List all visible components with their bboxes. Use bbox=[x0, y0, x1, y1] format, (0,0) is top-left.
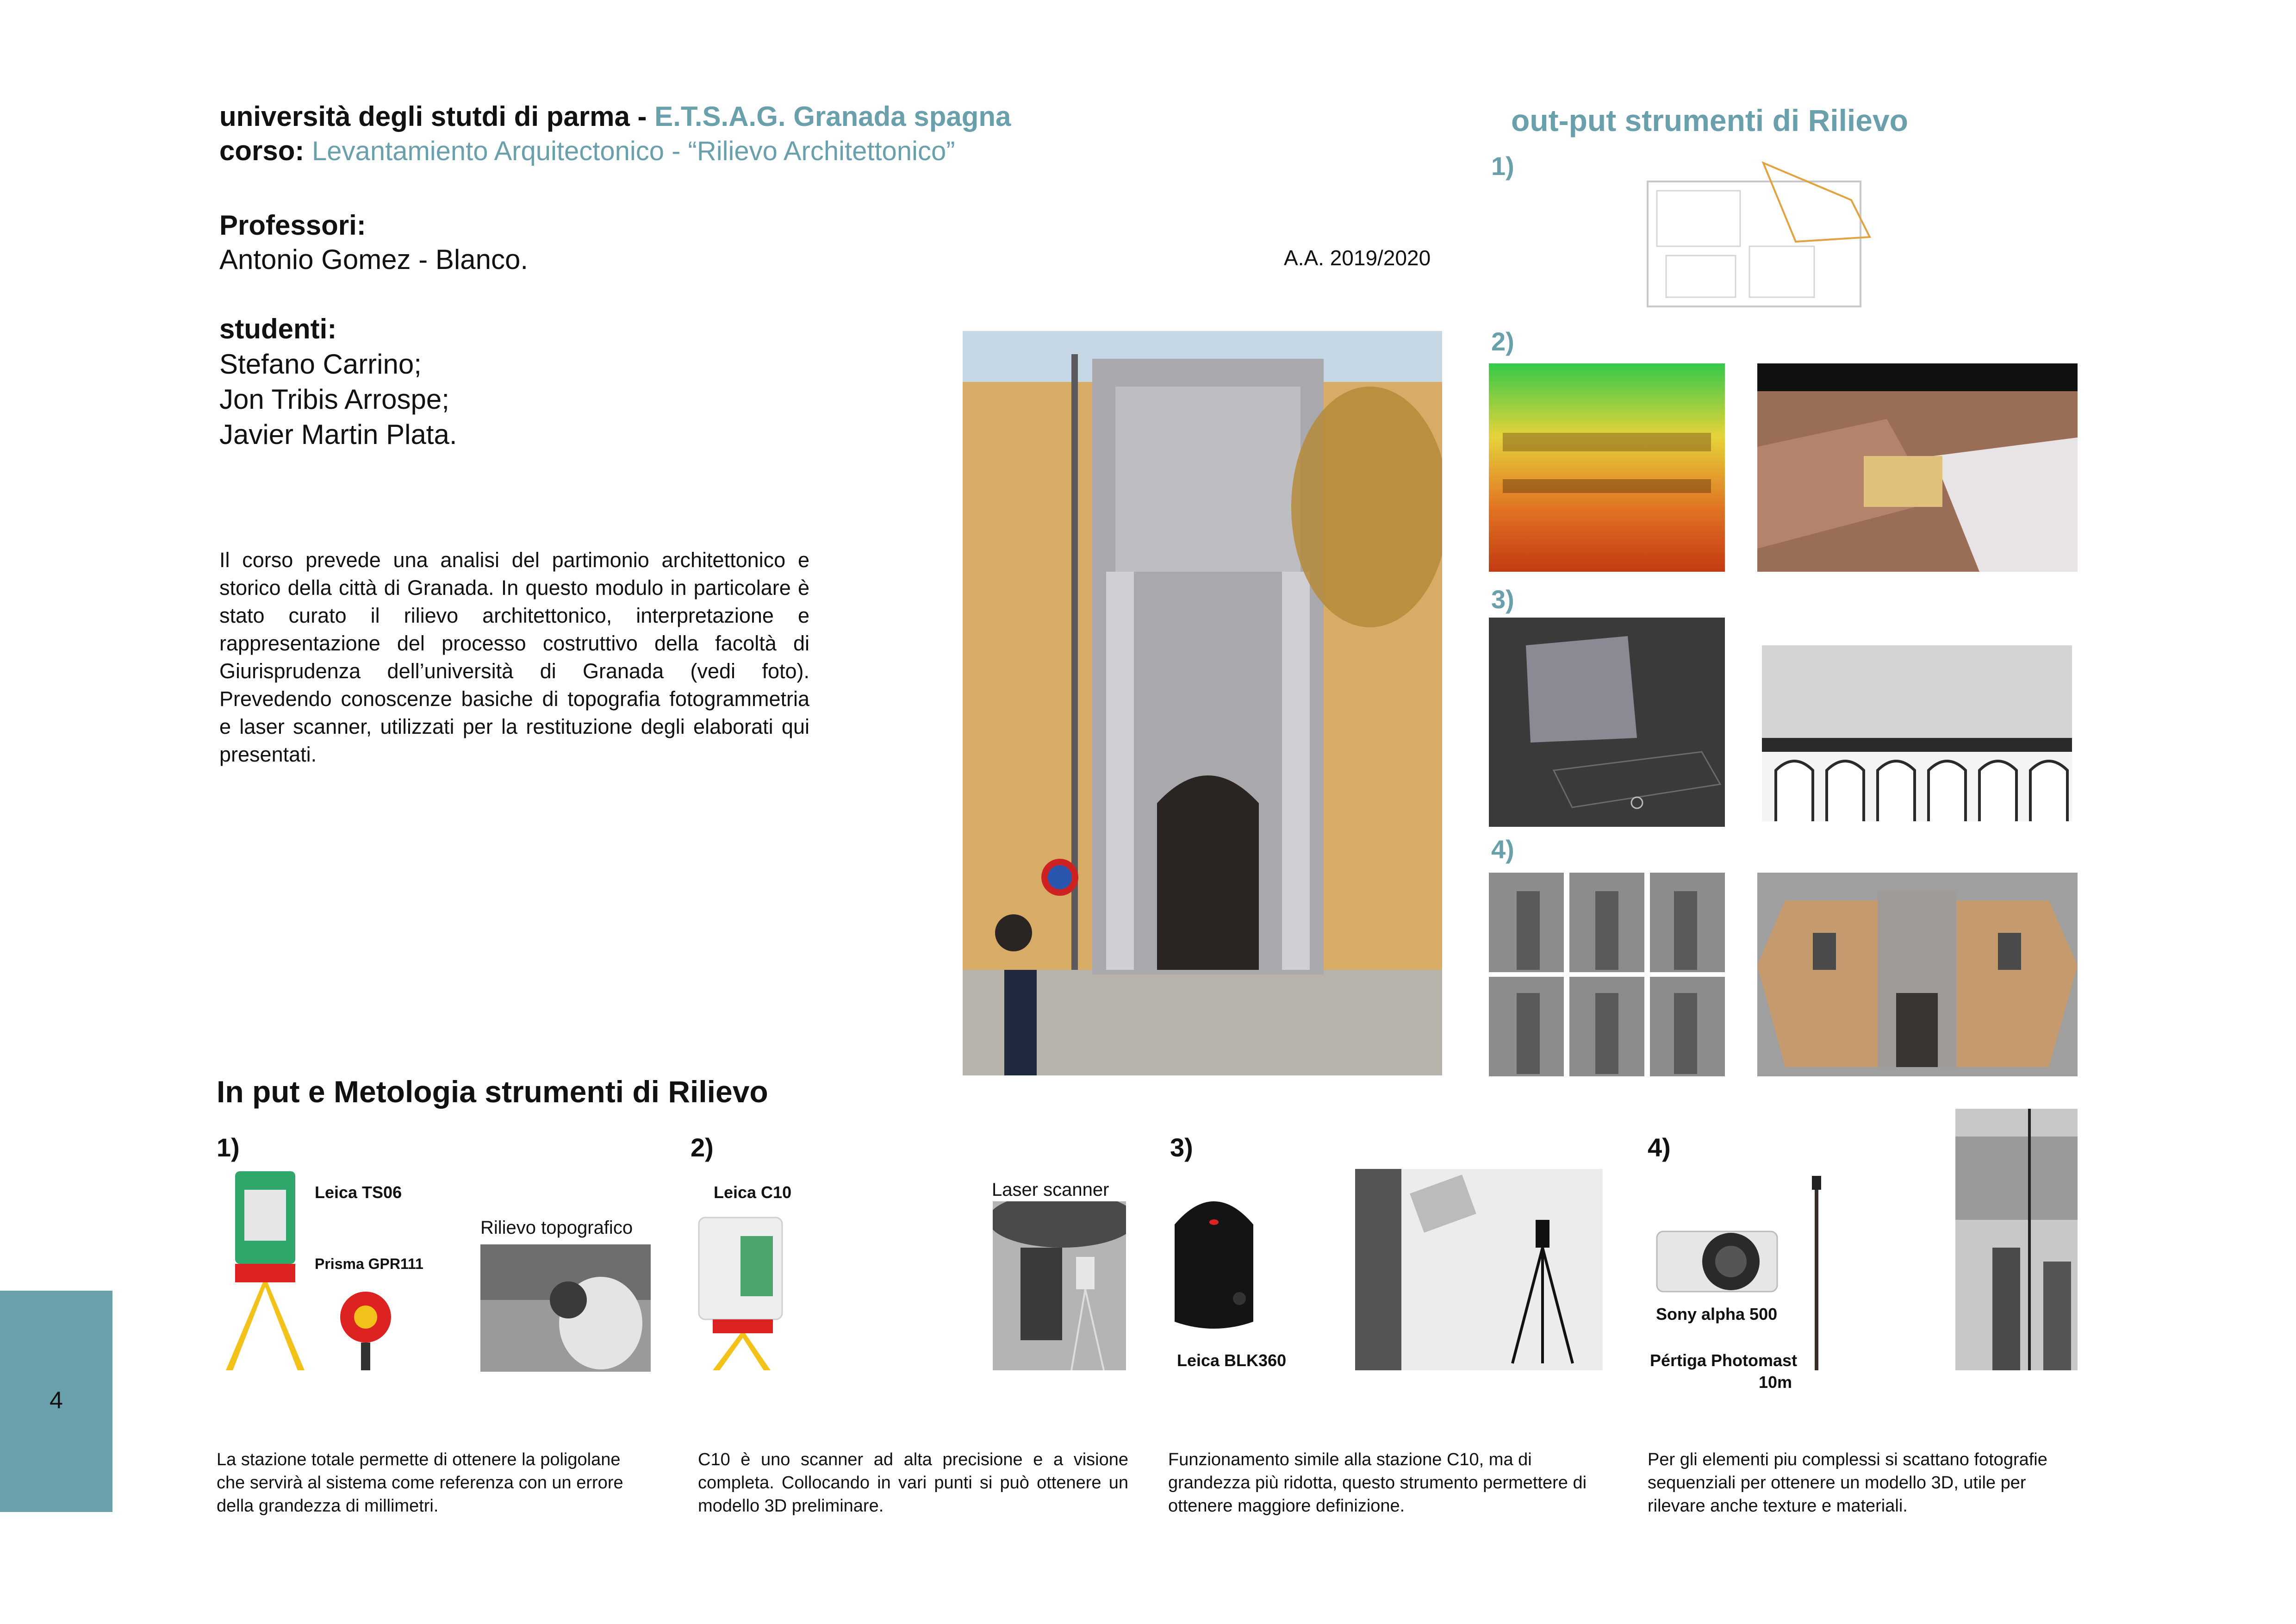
course-title bbox=[219, 137, 955, 165]
input-description: Funzionamento simile alla stazione C10, ma di grandezza più ridotta, questo strumento permettere di ottenere maggiore definizione. bbox=[1168, 1450, 1587, 1516]
caption-sony-alpha: Sony alpha 500 bbox=[1656, 1305, 1778, 1324]
prism-image bbox=[336, 1282, 398, 1370]
blk360-scan-photo bbox=[1355, 1169, 1603, 1370]
students-label: studenti: bbox=[219, 313, 337, 344]
laser-scanner-photo bbox=[993, 1201, 1126, 1370]
facade-photo bbox=[963, 331, 1442, 1075]
university-title bbox=[219, 103, 1011, 131]
output-step-number: 2) bbox=[1491, 327, 1514, 356]
intro-paragraph: Il corso prevede una analisi del partimonio architettonico e storico della città di Granada. In questo modulo in particolare è stato curato il rilievo architettonico, interpretazione e rappresentazione del processo costruttivo della facoltà di Giurisprudenza dell’università di Granada (vedi foto). Prevedendo conoscenze basiche di topografia fotogrammetria e laser scanner, utilizzati per la restituzione degli elaborati qui presentati. bbox=[219, 548, 809, 766]
output-title: out-put strumenti di Rilievo bbox=[1511, 103, 1908, 137]
photomast-pole-image bbox=[1810, 1176, 1823, 1370]
caption-pertiga-length: 10m bbox=[1759, 1373, 1792, 1392]
caption-prisma: Prisma GPR111 bbox=[315, 1255, 423, 1272]
blk360-image bbox=[1170, 1183, 1258, 1331]
input-description: C10 è uno scanner ad alta precisione e a visione completa. Collocando in vari punti si può ottenere un modello 3D preliminare. bbox=[698, 1450, 1128, 1516]
course-label: corso: bbox=[219, 135, 312, 166]
photomast-survey-photo bbox=[1955, 1109, 2078, 1370]
academic-year: A.A. 2019/2020 bbox=[1284, 246, 1431, 270]
input-title: In put e Metologia strumenti di Rilievo bbox=[217, 1074, 768, 1109]
professors-label: Professori: bbox=[219, 210, 366, 241]
caption-leica-blk360: Leica BLK360 bbox=[1177, 1351, 1287, 1370]
camera-image bbox=[1652, 1215, 1784, 1296]
site-plan-drawing bbox=[1611, 144, 1907, 325]
course-name: Levantamiento Arquitectonico - “Rilievo Architettonico” bbox=[312, 136, 955, 166]
output-step-number: 3) bbox=[1491, 585, 1514, 614]
input-description: Per gli elementi piu complessi si scattano fotografie sequenziali per ottenere un modello 3D, utile per rilevare anche texture e materiali. bbox=[1648, 1450, 2047, 1516]
point-cloud-colored-image bbox=[1489, 363, 1725, 572]
point-cloud-3d-image bbox=[1489, 618, 1725, 827]
input-step-number: 4) bbox=[1648, 1133, 1671, 1162]
university-name: università degli stutdi di parma - bbox=[219, 101, 655, 132]
input-description: La stazione totale permette di ottenere la poligolane che servirà al sistema come referenza con un errore della grandezza di millimetri. bbox=[217, 1450, 623, 1516]
aerial-roof-image bbox=[1757, 363, 2078, 572]
caption-leica-ts06: Leica TS06 bbox=[315, 1183, 402, 1202]
output-step-number: 1) bbox=[1491, 151, 1514, 181]
caption-pertiga: Pértiga Photomast bbox=[1650, 1351, 1798, 1370]
orthophoto-facade-image bbox=[1757, 873, 2078, 1076]
elevation-pointcloud-image bbox=[1757, 618, 2078, 827]
caption-laser-scanner: Laser scanner bbox=[992, 1180, 1109, 1200]
page-number: 4 bbox=[50, 1387, 63, 1414]
caption-leica-c10: Leica C10 bbox=[714, 1183, 792, 1202]
photo-sequence-grid bbox=[1489, 873, 1725, 1076]
laser-scanner-image bbox=[694, 1208, 787, 1370]
university-accent: E.T.S.A.G. Granada spagna bbox=[654, 101, 1011, 132]
caption-rilievo-topografico: Rilievo topografico bbox=[480, 1218, 633, 1238]
topographic-survey-photo bbox=[480, 1244, 651, 1372]
input-step-number: 2) bbox=[691, 1133, 714, 1162]
output-step-number: 4) bbox=[1491, 835, 1514, 864]
student-name: Jon Tribis Arrospe; bbox=[219, 384, 449, 415]
student-name: Javier Martin Plata. bbox=[219, 419, 457, 450]
student-name: Stefano Carrino; bbox=[219, 349, 422, 380]
input-step-number: 3) bbox=[1170, 1133, 1193, 1162]
professors-name: Antonio Gomez - Blanco. bbox=[219, 244, 529, 275]
total-station-image bbox=[217, 1171, 314, 1370]
input-step-number: 1) bbox=[217, 1133, 240, 1162]
